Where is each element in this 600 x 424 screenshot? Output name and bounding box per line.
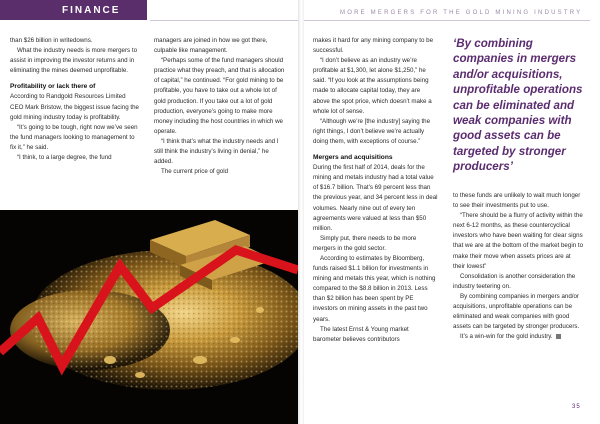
running-head: MORE MERGERS FOR THE GOLD MINING INDUSTRY	[340, 10, 583, 16]
paragraph: By combining companies in mergers and/or acquisitions, unprofitable operations can be eliminated and weak companies with good assets can be targeted by stronger producers.	[453, 292, 580, 331]
gold-nuggets-photo	[0, 210, 298, 424]
page-gutter	[298, 0, 304, 424]
paragraph: managers are joined in how we got there, culpable like management.	[154, 37, 268, 55]
gold-photo-illustration	[0, 210, 298, 424]
paragraph: According to estimates by Bloomberg, funds raised $1.1 billion for investments in mining and metals this year, which is nothing compared to the $8.8 billion in 2013. Less than $2 billion has been spent by PE investors on mining assets in the past two years.	[313, 254, 436, 323]
paragraph: than $26 billion in writedowns.	[10, 37, 93, 44]
paragraph: “I don’t believe as an industry we’re profitable at $1,300, let alone $1,250,” he said. “If you look at the assumptions being made to allocate capital today, they are above the spot price, which doesn’t make a whole lot of sense.	[313, 57, 432, 115]
paragraph: What the industry needs is more mergers to assist in improving the investor returns and in eliminating the mines deemed unprofitable.	[10, 47, 138, 75]
paragraph: “It’s going to be tough, right now we’ve seen the fund managers looking to management to fix it,” he said.	[10, 123, 138, 151]
paragraph: The current price of gold	[161, 168, 229, 176]
paragraph: Consolidation is another consideration the industry teetering on.	[453, 272, 576, 290]
section-label: FINANCE	[62, 5, 121, 16]
paragraph: Simply put, there needs to be more mergers in the gold sector.	[313, 234, 417, 252]
article-column-4	[453, 191, 583, 342]
article-column-2	[154, 36, 289, 177]
paragraph: According to Randgold Resources Limited CEO Mark Bristow, the biggest issue facing the gold mining industry today is profitability.	[10, 93, 139, 121]
paragraph: “I think that’s what the industry needs and I still think the industry’s living in denial,” he added.	[154, 137, 279, 166]
header-rule	[150, 20, 590, 21]
article-column-1	[10, 36, 140, 163]
subheading: Profitability or lack there of	[10, 83, 96, 91]
paragraph: to these funds are unlikely to wait much longer to see their investments put to use.	[453, 192, 581, 210]
article-column-3	[313, 36, 438, 345]
paragraph: “I think, to a large degree, the fund	[17, 154, 112, 162]
final-paragraph	[453, 332, 583, 342]
paragraph: The latest Ernst & Young market barometer believes contributors	[313, 325, 409, 343]
paragraph: “Although we’re [the industry] saying the right things, I don’t believe we’re actually doing them, with exceptions of course.”	[313, 117, 431, 145]
page-number: 35	[572, 404, 581, 410]
section-tab	[0, 0, 147, 20]
subheading: Mergers and acquisitions	[313, 154, 393, 162]
paragraph: During the first half of 2014, deals for the mining and metals industry had a total value of $16.7 billion. That’s 69 percent less than the previous year, and 34 percent less in deal volumes. Nearly nine out of every ten agreements were valued at less than $50 million.	[313, 164, 438, 232]
paragraph: makes it hard for any mining company to be successful.	[313, 37, 434, 55]
pull-quote: ‘By combining companies in mergers and/or acquisitions, unprofitable operations can be eliminated and weak companies with good assets can be targeted by stronger producers’	[453, 37, 583, 174]
paragraph: “Perhaps some of the fund managers should practice what they preach, and that is allocation of capital,” he continued. “For gold mining to be profitable, you have to take out a whole lot of gold production. If you take out a lot of gold production, everyone’s going to make more money including the host countries in which we operate.	[154, 57, 285, 135]
paragraph: “There should be a flurry of activity within the next 6-12 months, as these countercyclical investors who have been waiting for clear signs that we are at the bottom of the market begin to make their move when assets prices are at their lowest”	[453, 212, 584, 270]
end-mark-icon	[556, 334, 561, 339]
paragraph-text: It’s a win-win for the gold industry.	[460, 333, 553, 341]
